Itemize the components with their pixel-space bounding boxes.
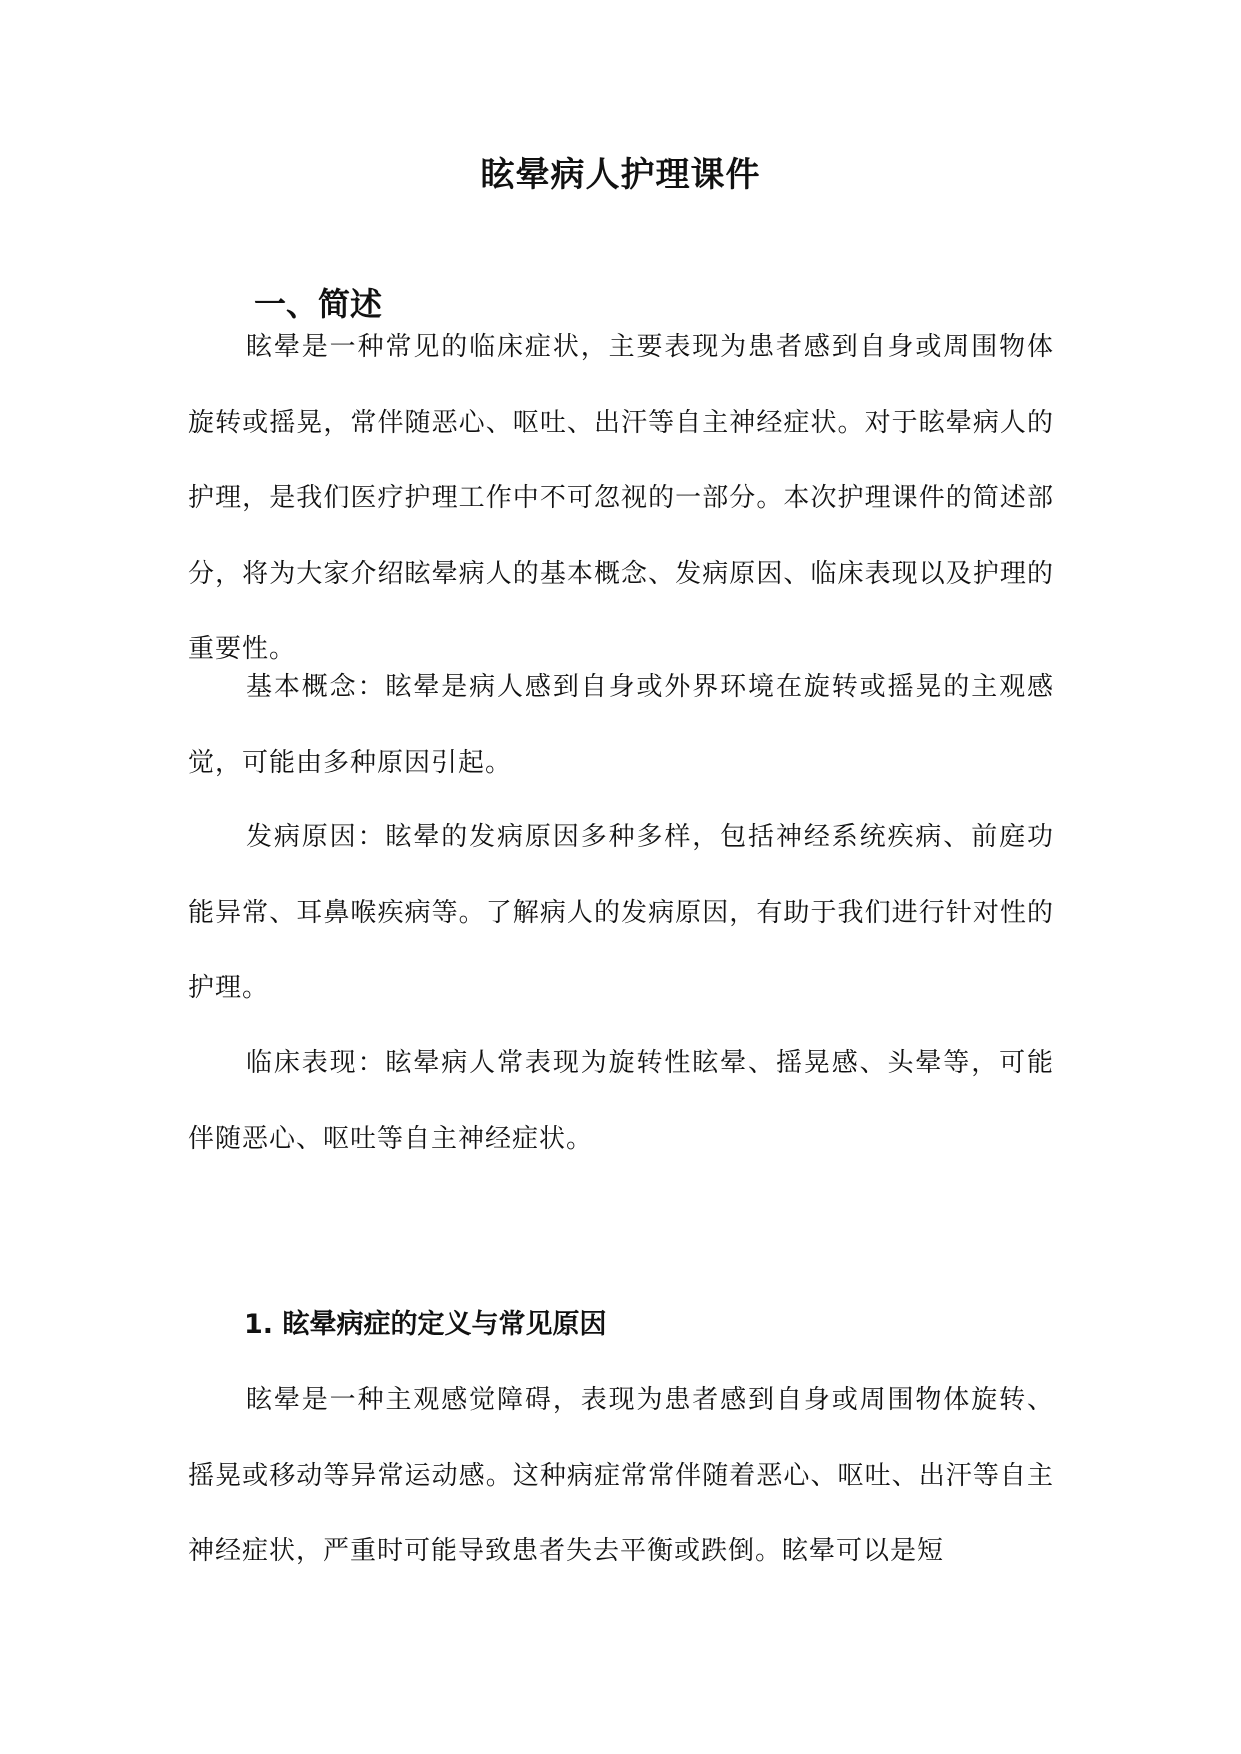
- paragraph-clinical-signs: 临床表现：眩晕病人常表现为旋转性眩晕、摇晃感、头晕等，可能伴随恶心、呕吐等自主神经症状。: [188, 1048, 1054, 1154]
- document-title: 眩晕病人护理课件: [480, 155, 761, 195]
- paragraph-causes: 发病原因：眩晕的发病原因多种多样，包括神经系统疾病、前庭功能异常、耳鼻喉疾病等。了解病人的发病原因，有助于我们进行针对性的护理。: [188, 822, 1054, 1003]
- section-heading-overview: 一、简述: [254, 285, 383, 323]
- paragraph-intro: 眩晕是一种常见的临床症状，主要表现为患者感到自身或周围物体旋转或摇晃，常伴随恶心、呕吐、出汗等自主神经症状。对于眩晕病人的护理，是我们医疗护理工作中不可忽视的一部分。本次护理课件的简述部分，将为大家介绍眩晕病人的基本概念、发病原因、临床表现以及护理的重要性。: [188, 332, 1054, 664]
- paragraph-basic-concept: 基本概念：眩晕是病人感到自身或外界环境在旋转或摇晃的主观感觉，可能由多种原因引起。: [188, 672, 1054, 778]
- subsection-heading-definition: 1. 眩晕病症的定义与常见原因: [244, 1309, 607, 1340]
- paragraph-definition: 眩晕是一种主观感觉障碍，表现为患者感到自身或周围物体旋转、摇晃或移动等异常运动感。这种病症常常伴随着恶心、呕吐、出汗等自主神经症状，严重时可能导致患者失去平衡或跌倒。眩晕可以是短: [188, 1385, 1054, 1566]
